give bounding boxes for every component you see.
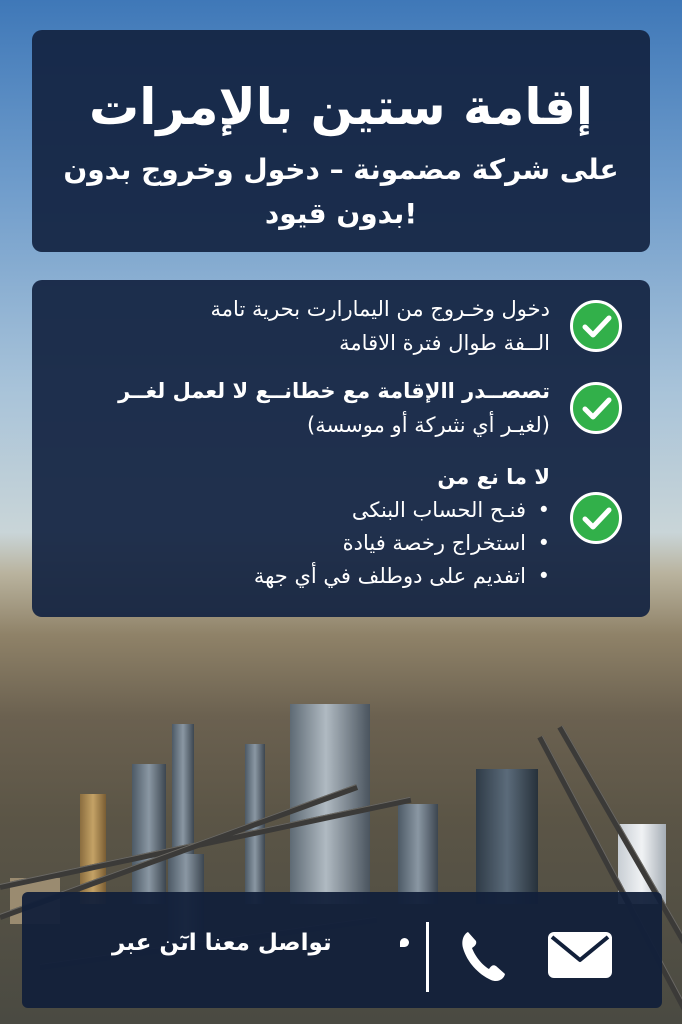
feature-heading: لا ما نع من	[437, 465, 550, 489]
page-title: إقامة ستين بالإمرات	[89, 78, 593, 136]
list-item: • استخراج رخصة فيادة	[70, 527, 550, 560]
list-item: • فنـح الحساب البنكى	[70, 494, 550, 527]
phone-icon[interactable]	[458, 928, 508, 988]
feature-bullets	[70, 494, 550, 593]
check-icon	[570, 300, 622, 352]
title-card	[32, 30, 650, 252]
list-item: • اتفديم على دوطلف في أي جهة	[70, 560, 550, 593]
check-icon	[570, 382, 622, 434]
mail-icon[interactable]	[546, 930, 614, 984]
check-icon	[570, 492, 622, 544]
feature-line: تصصــدر االإقامة مع خطانــع لا لعمل لغــر	[118, 379, 550, 403]
pin-icon	[400, 938, 409, 947]
feature-line: (لغيـر أي نثىركة أو موسسة)	[307, 413, 550, 437]
feature-item	[32, 374, 650, 444]
feature-item	[32, 292, 650, 362]
page-subtitle: على شركة مضمونة – دخول وخروج بدون بدون قيود!	[63, 153, 619, 230]
contact-label: تواصل معنا اىٓن عبر	[112, 930, 332, 956]
features-card	[32, 280, 650, 617]
contact-bar	[22, 892, 662, 1008]
feature-line: الــفة طوال فترة الاقامة	[339, 331, 550, 355]
feature-line: دخول وخـروج من اليمارارت بحرية تامة	[210, 297, 550, 321]
feature-item	[32, 460, 650, 600]
divider	[426, 922, 429, 992]
